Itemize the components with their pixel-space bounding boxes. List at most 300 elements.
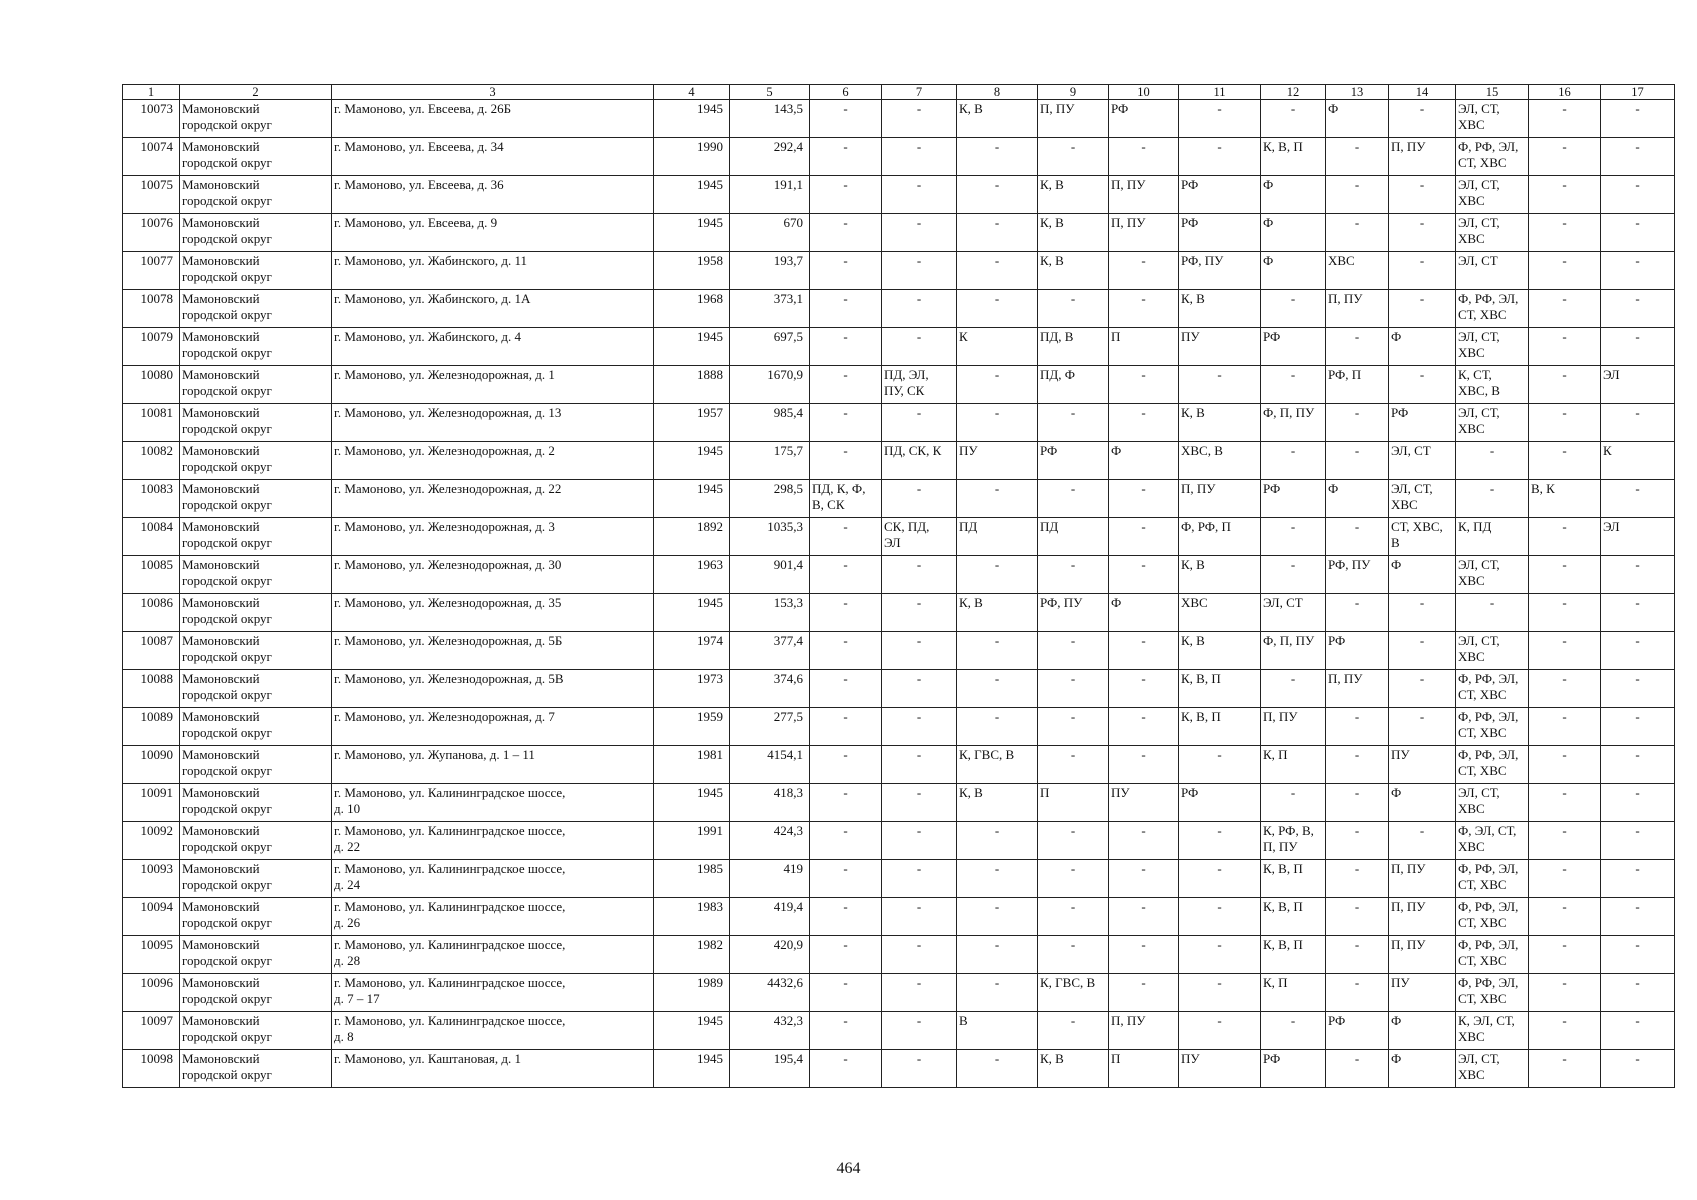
table-cell: - [882,822,957,860]
table-cell: П, ПУ [1326,290,1389,328]
table-cell: Мамоновский городской округ [180,670,332,708]
table-row [123,898,1675,936]
table-cell: - [1601,784,1675,822]
table-cell: - [1326,594,1389,632]
header-cell: 3 [332,85,654,100]
table-cell: - [1109,936,1179,974]
table-cell: ЭЛ, СТ, ХВС [1456,1050,1529,1088]
table-cell: 175,7 [730,442,810,480]
table-cell: г. Мамоново, ул. Калининградское шоссе, д. 7 – 17 [332,974,654,1012]
table-cell: - [1179,746,1261,784]
table-cell: - [1601,290,1675,328]
table-cell: 373,1 [730,290,810,328]
table-cell: 10083 [123,480,180,518]
table-cell: - [810,518,882,556]
table-cell: Ф, РФ, ЭЛ, СТ, ХВС [1456,898,1529,936]
table-cell: - [882,594,957,632]
table-cell: ХВС, В [1179,442,1261,480]
table-cell: 277,5 [730,708,810,746]
table-cell: - [1109,556,1179,594]
header-cell: 2 [180,85,332,100]
table-cell: Мамоновский городской округ [180,442,332,480]
table-cell: 1982 [654,936,730,974]
table-cell: - [810,632,882,670]
table-cell: 1945 [654,480,730,518]
table-cell: Мамоновский городской округ [180,404,332,442]
table-row [123,708,1675,746]
table-cell: К, П [1261,746,1326,784]
table-cell: - [882,898,957,936]
table-cell: - [1179,936,1261,974]
table-cell: СТ, ХВС, В [1389,518,1456,556]
table-cell: 10094 [123,898,180,936]
table-cell: г. Мамоново, ул. Железнодорожная, д. 2 [332,442,654,480]
table-row [123,860,1675,898]
table-cell: П [1038,784,1109,822]
table-cell: 1991 [654,822,730,860]
table-cell: 1945 [654,442,730,480]
table-cell: 1945 [654,100,730,138]
table-cell: - [1109,290,1179,328]
table-cell: - [957,936,1038,974]
table-cell: РФ [1109,100,1179,138]
table-cell: ЭЛ, СТ [1389,442,1456,480]
table-cell: 1945 [654,214,730,252]
table-cell: 191,1 [730,176,810,214]
table-cell: Ф, РФ, ЭЛ, СТ, ХВС [1456,860,1529,898]
table-cell: - [882,328,957,366]
registry-table [122,84,1675,1088]
table-cell: П, ПУ [1038,100,1109,138]
table-row [123,632,1675,670]
table-cell: - [882,404,957,442]
table-cell: Ф [1389,328,1456,366]
table-cell: - [1109,138,1179,176]
table-cell: Мамоновский городской округ [180,556,332,594]
table-cell: - [882,860,957,898]
table-cell: - [1179,974,1261,1012]
table-cell: - [810,936,882,974]
table-cell: - [1601,176,1675,214]
table-cell: 1945 [654,594,730,632]
table-cell: П, ПУ [1389,936,1456,974]
table-cell: - [1179,898,1261,936]
table-cell: - [1326,784,1389,822]
table-cell: - [810,974,882,1012]
table-cell: - [1109,670,1179,708]
table-cell: - [1529,518,1601,556]
header-cell: 14 [1389,85,1456,100]
table-cell: - [1038,290,1109,328]
table-cell: РФ, П [1326,366,1389,404]
table-cell: Ф, РФ, ЭЛ, СТ, ХВС [1456,746,1529,784]
table-cell: - [810,214,882,252]
table-cell: - [810,860,882,898]
header-cell: 15 [1456,85,1529,100]
table-row [123,100,1675,138]
table-cell: - [1529,214,1601,252]
table-cell: - [1529,366,1601,404]
table-cell: - [1601,480,1675,518]
header-cell: 9 [1038,85,1109,100]
table-cell: Ф [1389,556,1456,594]
table-cell: - [1109,518,1179,556]
header-cell: 13 [1326,85,1389,100]
table-cell: - [957,366,1038,404]
table-cell: - [1456,480,1529,518]
table-cell: - [810,328,882,366]
table-cell: - [957,974,1038,1012]
table-cell: Ф [1326,100,1389,138]
table-cell: Ф [1389,1012,1456,1050]
table-cell: К, ПД [1456,518,1529,556]
table-cell: - [957,176,1038,214]
table-cell: 10087 [123,632,180,670]
table-cell: г. Мамоново, ул. Железнодорожная, д. 3 [332,518,654,556]
table-row [123,252,1675,290]
table-cell: - [1326,936,1389,974]
table-cell: - [1529,100,1601,138]
table-cell: РФ [1261,328,1326,366]
table-cell: г. Мамоново, ул. Жупанова, д. 1 – 11 [332,746,654,784]
table-cell: г. Мамоново, ул. Калининградское шоссе, д. 8 [332,1012,654,1050]
table-cell: К, ГВС, В [957,746,1038,784]
table-cell: 10089 [123,708,180,746]
table-cell: ЭЛ, СТ, ХВС [1456,556,1529,594]
table-cell: - [1038,1012,1109,1050]
table-cell: - [1601,100,1675,138]
table-cell: - [957,214,1038,252]
table-cell: 10091 [123,784,180,822]
table-cell: 901,4 [730,556,810,594]
table-row [123,176,1675,214]
table-cell: - [1601,556,1675,594]
table-cell: Мамоновский городской округ [180,1012,332,1050]
table-cell: 10074 [123,138,180,176]
table-cell: 1945 [654,1012,730,1050]
table-cell: - [882,100,957,138]
table-cell: Ф [1389,1050,1456,1088]
table-cell: - [1326,518,1389,556]
table-cell: РФ [1179,784,1261,822]
table-cell: 10097 [123,1012,180,1050]
table-row [123,328,1675,366]
table-cell: - [957,708,1038,746]
table-cell: ПД, К, Ф, В, СК [810,480,882,518]
table-cell: 419,4 [730,898,810,936]
table-cell: - [1326,860,1389,898]
table-cell: 10086 [123,594,180,632]
table-cell: ЭЛ, СТ [1456,252,1529,290]
table-cell: 985,4 [730,404,810,442]
header-cell: 5 [730,85,810,100]
table-cell: ПУ [1179,1050,1261,1088]
table-cell: 10075 [123,176,180,214]
table-cell: - [882,784,957,822]
table-cell: ЭЛ, СТ, ХВС [1456,100,1529,138]
table-cell: Мамоновский городской округ [180,936,332,974]
table-cell: 1957 [654,404,730,442]
table-cell: 153,3 [730,594,810,632]
table-cell: ЭЛ, СТ, ХВС [1456,176,1529,214]
table-cell: г. Мамоново, ул. Железнодорожная, д. 7 [332,708,654,746]
table-cell: - [1601,632,1675,670]
table-cell: ЭЛ, СТ, ХВС [1456,214,1529,252]
table-cell: К, В [1038,252,1109,290]
table-cell: 10081 [123,404,180,442]
table-cell: Ф, РФ, ЭЛ, СТ, ХВС [1456,936,1529,974]
table-cell: - [810,176,882,214]
table-cell: Мамоновский городской округ [180,176,332,214]
table-cell: - [1326,442,1389,480]
table-cell: - [1456,442,1529,480]
table-cell: ЭЛ, СТ, ХВС [1456,632,1529,670]
table-cell: г. Мамоново, ул. Каштановая, д. 1 [332,1050,654,1088]
table-cell: - [1038,404,1109,442]
table-cell: 1983 [654,898,730,936]
table-cell: ЭЛ, СТ, ХВС [1456,328,1529,366]
table-cell: Ф, РФ, П [1179,518,1261,556]
table-cell: Ф, РФ, ЭЛ, СТ, ХВС [1456,670,1529,708]
table-cell: - [1529,860,1601,898]
table-cell: 1974 [654,632,730,670]
table-cell: - [1389,670,1456,708]
table-cell: - [882,708,957,746]
header-cell: 12 [1261,85,1326,100]
table-cell: ЭЛ [1601,366,1675,404]
table-cell: 10084 [123,518,180,556]
table-cell: - [1389,290,1456,328]
table-cell: - [1326,138,1389,176]
table-cell: 10076 [123,214,180,252]
table-cell: Мамоновский городской округ [180,708,332,746]
table-cell: - [1601,328,1675,366]
table-cell: Мамоновский городской округ [180,594,332,632]
table-cell: - [810,822,882,860]
table-cell: - [1529,974,1601,1012]
table-cell: - [1038,632,1109,670]
table-cell: 10077 [123,252,180,290]
table-cell: 10082 [123,442,180,480]
table-cell: 420,9 [730,936,810,974]
table-cell: ЭЛ, СТ, ХВС [1389,480,1456,518]
table-cell: ЭЛ [1601,518,1675,556]
table-cell: - [1038,708,1109,746]
table-cell: СК, ПД, ЭЛ [882,518,957,556]
table-cell: - [1261,784,1326,822]
table-row [123,1012,1675,1050]
table-cell: РФ [1389,404,1456,442]
header-cell: 11 [1179,85,1261,100]
table-cell: - [1109,746,1179,784]
table-cell: П [1109,1050,1179,1088]
table-cell: - [1326,898,1389,936]
table-cell: - [1529,1012,1601,1050]
table-cell: - [1109,252,1179,290]
table-cell: г. Мамоново, ул. Жабинского, д. 4 [332,328,654,366]
table-cell: - [1529,708,1601,746]
table-cell: - [1109,480,1179,518]
table-cell: 1945 [654,784,730,822]
table-cell: - [1179,100,1261,138]
table-cell: 374,6 [730,670,810,708]
table-cell: Ф [1261,176,1326,214]
table-cell: 10088 [123,670,180,708]
table-cell: - [1601,822,1675,860]
table-cell: Ф, П, ПУ [1261,404,1326,442]
table-cell: - [957,138,1038,176]
table-cell: К, В, П [1261,898,1326,936]
table-cell: - [882,252,957,290]
table-cell: - [1456,594,1529,632]
table-cell: 432,3 [730,1012,810,1050]
table-cell: - [1389,594,1456,632]
table-cell: ПД [957,518,1038,556]
table-cell: 418,3 [730,784,810,822]
table-cell: 10080 [123,366,180,404]
table-cell: - [810,746,882,784]
table-cell: - [1389,708,1456,746]
table-cell: 670 [730,214,810,252]
table-cell: - [1326,708,1389,746]
table-cell: г. Мамоново, ул. Железнодорожная, д. 5Б [332,632,654,670]
table-cell: - [1601,1012,1675,1050]
table-cell: Ф [1261,252,1326,290]
table-cell: 1959 [654,708,730,746]
table-row [123,518,1675,556]
table-cell: 1945 [654,176,730,214]
table-cell: г. Мамоново, ул. Железнодорожная, д. 35 [332,594,654,632]
table-cell: 1670,9 [730,366,810,404]
table-cell: - [1529,784,1601,822]
table-row [123,404,1675,442]
table-cell: ПУ [1389,746,1456,784]
table-cell: - [1179,138,1261,176]
table-cell: К, РФ, В, П, ПУ [1261,822,1326,860]
table-cell: - [1261,1012,1326,1050]
table-cell: РФ [1261,480,1326,518]
table-cell: РФ, ПУ [1038,594,1109,632]
table-row [123,822,1675,860]
table-cell: К, В [1179,556,1261,594]
table-cell: - [957,290,1038,328]
table-cell: П, ПУ [1109,176,1179,214]
table-cell: К, В [1038,1050,1109,1088]
table-cell: 4432,6 [730,974,810,1012]
table-cell: 10090 [123,746,180,784]
table-cell: 10095 [123,936,180,974]
header-cell: 8 [957,85,1038,100]
table-cell: г. Мамоново, ул. Калининградское шоссе, д. 24 [332,860,654,898]
table-cell: - [1529,138,1601,176]
table-cell: - [1038,670,1109,708]
table-cell: - [1326,214,1389,252]
table-cell: - [1326,328,1389,366]
table-cell: г. Мамоново, ул. Евсеева, д. 26Б [332,100,654,138]
table-cell: 298,5 [730,480,810,518]
table-cell: - [1529,898,1601,936]
table-cell: 10073 [123,100,180,138]
table-cell: П, ПУ [1389,138,1456,176]
table-cell: - [957,480,1038,518]
table-cell: - [957,632,1038,670]
table-cell: - [1038,480,1109,518]
table-cell: Ф [1109,442,1179,480]
table-cell: - [1601,936,1675,974]
table-cell: - [1601,214,1675,252]
table-row [123,974,1675,1012]
table-cell: - [1261,442,1326,480]
table-cell: - [1529,176,1601,214]
table-cell: - [957,556,1038,594]
table-cell: - [810,708,882,746]
table-cell: - [1261,366,1326,404]
table-cell: - [957,898,1038,936]
table-cell: - [882,1012,957,1050]
table-row [123,442,1675,480]
table-cell: ПД, Ф [1038,366,1109,404]
table-cell: - [882,936,957,974]
table-cell: г. Мамоново, ул. Евсеева, д. 36 [332,176,654,214]
table-cell: Ф, РФ, ЭЛ, СТ, ХВС [1456,138,1529,176]
table-cell: - [1601,746,1675,784]
table-cell: - [1261,290,1326,328]
table-cell: - [1529,556,1601,594]
table-cell: - [882,138,957,176]
table-cell: 1945 [654,1050,730,1088]
header-cell: 4 [654,85,730,100]
table-cell: - [810,1050,882,1088]
table-cell: - [1109,898,1179,936]
table-row [123,670,1675,708]
table-cell: - [957,252,1038,290]
table-cell: 1958 [654,252,730,290]
table-cell: 10098 [123,1050,180,1088]
table-cell: П, ПУ [1326,670,1389,708]
table-cell: 4154,1 [730,746,810,784]
table-cell: - [1179,860,1261,898]
table-row [123,746,1675,784]
table-cell: - [810,784,882,822]
table-cell: 1981 [654,746,730,784]
table-cell: РФ [1261,1050,1326,1088]
table-cell: г. Мамоново, ул. Калининградское шоссе, д. 26 [332,898,654,936]
table-cell: - [1179,1012,1261,1050]
table-cell: В [957,1012,1038,1050]
table-row [123,366,1675,404]
table-cell: ПУ [957,442,1038,480]
table-cell: г. Мамоново, ул. Калининградское шоссе, д. 28 [332,936,654,974]
table-row [123,594,1675,632]
table-cell: К, В, П [1261,138,1326,176]
table-cell: г. Мамоново, ул. Калининградское шоссе, д. 22 [332,822,654,860]
table-cell: 10093 [123,860,180,898]
table-cell: ПУ [1179,328,1261,366]
table-cell: - [1038,746,1109,784]
table-cell: - [1326,822,1389,860]
table-cell: - [1389,822,1456,860]
table-cell: - [810,290,882,328]
table-cell: ПУ [1389,974,1456,1012]
table-cell: К, В, П [1179,708,1261,746]
table-cell: - [1261,100,1326,138]
table-cell: Мамоновский городской округ [180,974,332,1012]
table-cell: К, ЭЛ, СТ, ХВС [1456,1012,1529,1050]
table-cell: Ф [1389,784,1456,822]
table-cell: г. Мамоново, ул. Евсеева, д. 9 [332,214,654,252]
table-cell: - [1529,936,1601,974]
table-cell: 377,4 [730,632,810,670]
